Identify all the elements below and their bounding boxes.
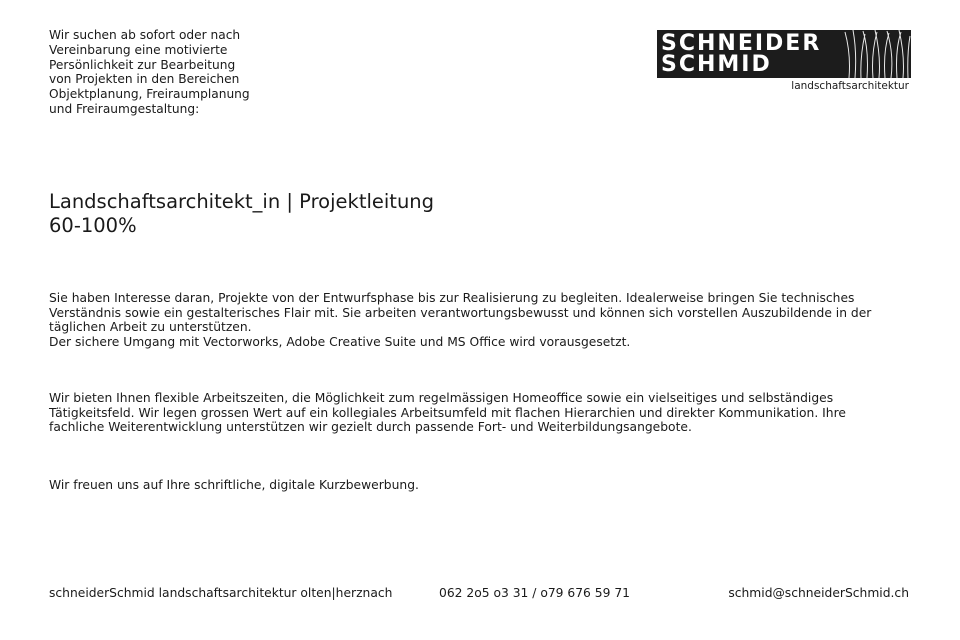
logo-word-schneider: SCHNEIDER <box>661 31 822 56</box>
logo-mark <box>657 30 911 78</box>
paragraph-line: täglichen Arbeit zu unterstützen. <box>49 320 252 335</box>
footer-phone: 062 2o5 o3 31 / o79 676 59 71 <box>439 586 630 600</box>
company-logo <box>657 30 911 92</box>
paragraph-line: fachliche Weiterentwicklung unterstützen wir gezielt durch passende Fort- und Weiterbildungsangebote. <box>49 420 692 435</box>
logo-word-schmid: SCHMID <box>661 52 772 77</box>
job-workload: 60-100% <box>49 214 137 237</box>
intro-line: Objektplanung, Freiraumplanung <box>49 87 250 102</box>
intro-line: von Projekten in den Bereichen <box>49 72 240 87</box>
logo-grass-pattern <box>841 30 911 78</box>
profile-paragraph <box>49 291 909 349</box>
intro-line: Vereinbarung eine motivierte <box>49 42 228 57</box>
logo-subtitle: landschaftsarchitektur <box>791 80 909 92</box>
paragraph-line: Sie haben Interesse daran, Projekte von der Entwurfsphase bis zur Realisierung zu begleiten. Idealerweise bringen Sie technisches <box>49 291 855 305</box>
paragraph-line: Wir bieten Ihnen flexible Arbeitszeiten, die Möglichkeit zum regelmässigen Homeoffice sowie ein vielseitiges und selbständiges <box>49 391 834 405</box>
paragraph-line: Wir freuen uns auf Ihre schriftliche, digitale Kurzbewerbung. <box>49 478 419 492</box>
intro-text <box>49 28 250 117</box>
intro-line: und Freiraumgestaltung: <box>49 101 200 116</box>
footer-email: schmid@schneiderSchmid.ch <box>728 586 909 600</box>
footer-company: schneiderSchmid landschaftsarchitektur olten|herznach <box>49 586 393 600</box>
closing-paragraph <box>49 478 909 493</box>
paragraph-line: Tätigkeitsfeld. Wir legen grossen Wert auf ein kollegiales Arbeitsumfeld mit flachen Hierarchien und direkter Kommunikation. Ihre <box>49 405 846 420</box>
job-title: Landschaftsarchitekt_in | Projektleitung <box>49 190 435 213</box>
intro-line: Persönlichkeit zur Bearbeitung <box>49 57 236 72</box>
paragraph-line: Der sichere Umgang mit Vectorworks, Adobe Creative Suite und MS Office wird vorausgesetzt. <box>49 334 631 349</box>
offer-paragraph <box>49 391 909 435</box>
paragraph-line: Verständnis sowie ein gestalterisches Flair mit. Sie arbeiten verantwortungsbewusst und können sich vorstellen Auszubildende in der <box>49 305 872 320</box>
intro-line: Wir suchen ab sofort oder nach <box>49 28 241 42</box>
